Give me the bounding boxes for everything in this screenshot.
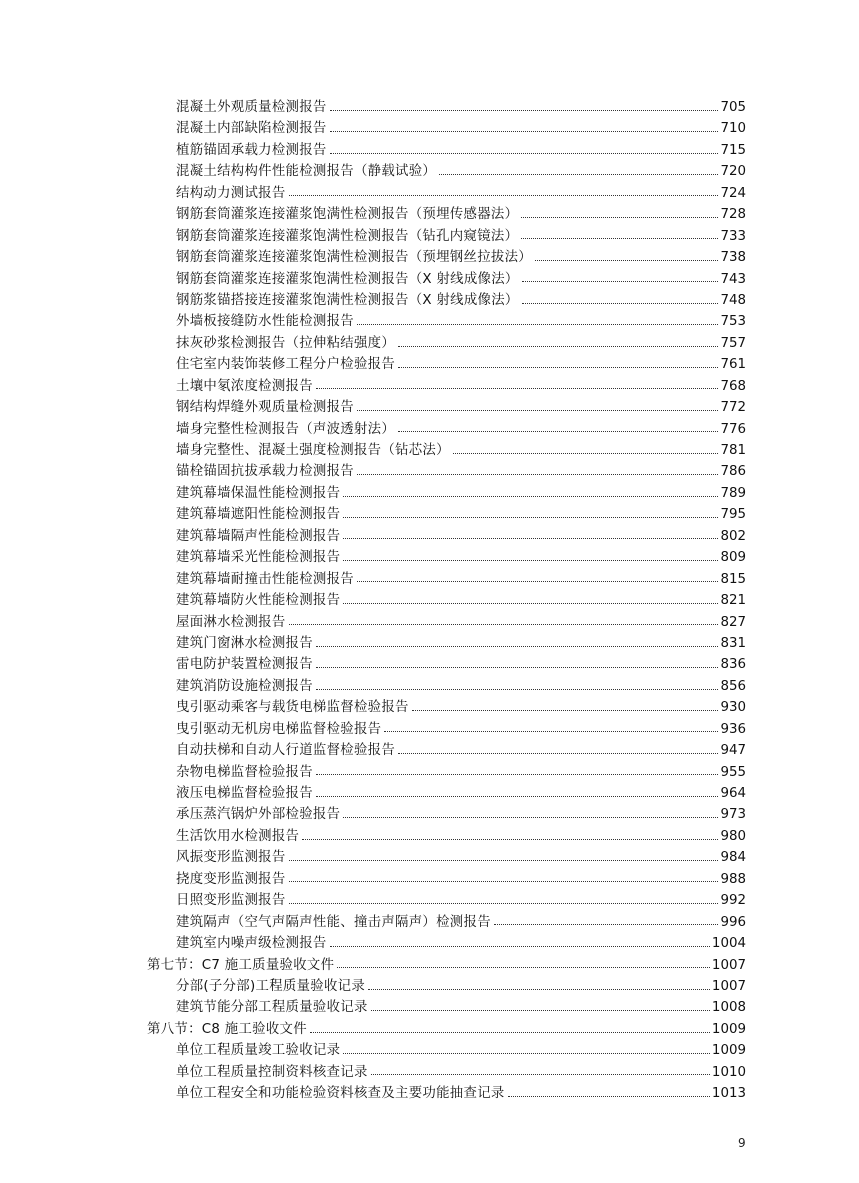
toc-entry-title: 分部(子分部)工程质量验收记录 bbox=[176, 978, 366, 994]
dot-leader bbox=[343, 495, 718, 497]
toc-entry-title: 混凝土内部缺陷检测报告 bbox=[176, 121, 327, 137]
toc-entry[interactable] bbox=[0, 547, 859, 568]
toc-entry-title: 自动扶梯和自动人行道监督检验报告 bbox=[176, 743, 396, 759]
toc-entry[interactable] bbox=[0, 719, 859, 740]
toc-entry[interactable] bbox=[0, 890, 859, 911]
toc-entry-title: 建筑幕墙隔声性能检测报告 bbox=[176, 528, 341, 544]
toc-entry-page: 988 bbox=[720, 871, 746, 887]
toc-entry[interactable] bbox=[0, 504, 859, 525]
toc-entry-page: 821 bbox=[720, 593, 746, 609]
dot-leader bbox=[316, 387, 719, 389]
dot-leader bbox=[316, 795, 719, 797]
toc-entry-title: 单位工程安全和功能检验资料核查及主要功能抽查记录 bbox=[176, 1086, 505, 1102]
toc-entry-title: 建筑消防设施检测报告 bbox=[176, 678, 313, 694]
dot-leader bbox=[371, 1073, 710, 1075]
dot-leader bbox=[521, 237, 718, 239]
dot-leader bbox=[522, 302, 719, 304]
toc-entry[interactable] bbox=[0, 1083, 859, 1104]
toc-entry[interactable] bbox=[0, 783, 859, 804]
toc-entry-page: 753 bbox=[720, 314, 746, 330]
dot-leader bbox=[398, 752, 718, 754]
dot-leader bbox=[343, 516, 718, 518]
dot-leader bbox=[398, 366, 718, 368]
toc-entry-title: 建筑隔声（空气声隔声性能、撞击声隔声）检测报告 bbox=[176, 914, 491, 930]
toc-entry-title: 钢筋套筒灌浆连接灌浆饱满性检测报告（X 射线成像法） bbox=[176, 271, 519, 287]
toc-entry-page: 761 bbox=[720, 357, 746, 373]
toc-entry-page: 781 bbox=[720, 443, 746, 458]
dot-leader bbox=[330, 945, 710, 947]
dot-leader bbox=[289, 623, 719, 625]
toc-entry-page: 936 bbox=[720, 721, 746, 737]
toc-entry-title: 日照变形监测报告 bbox=[176, 893, 286, 909]
dot-leader bbox=[398, 345, 718, 347]
toc-entry[interactable] bbox=[0, 161, 859, 182]
toc-entry-page: 1009 bbox=[711, 1043, 746, 1059]
dot-leader bbox=[289, 880, 719, 882]
toc-entry[interactable] bbox=[0, 419, 859, 440]
toc-entry-title: 钢筋浆锚搭接连接灌浆饱满性检测报告（X 射线成像法） bbox=[176, 292, 519, 308]
toc-entry[interactable] bbox=[0, 869, 859, 890]
table-of-contents bbox=[0, 97, 859, 1105]
toc-entry[interactable] bbox=[0, 376, 859, 397]
dot-leader bbox=[337, 966, 710, 968]
toc-entry[interactable] bbox=[0, 311, 859, 332]
toc-entry-title: 雷电防护装置检测报告 bbox=[176, 657, 313, 673]
toc-entry[interactable] bbox=[0, 762, 859, 783]
toc-entry[interactable] bbox=[0, 354, 859, 375]
toc-entry-page: 1007 bbox=[711, 957, 746, 973]
dot-leader bbox=[330, 152, 719, 154]
toc-entry-page: 1007 bbox=[711, 978, 746, 994]
toc-entry[interactable] bbox=[0, 933, 859, 954]
toc-entry-title: 风振变形监测报告 bbox=[176, 850, 286, 866]
toc-entry[interactable] bbox=[0, 290, 859, 311]
toc-entry[interactable] bbox=[0, 976, 859, 997]
toc-entry[interactable] bbox=[0, 118, 859, 139]
toc-entry[interactable] bbox=[0, 526, 859, 547]
toc-entry-title: 外墙板接缝防水性能检测报告 bbox=[176, 314, 354, 330]
dot-leader bbox=[343, 816, 718, 818]
toc-entry-title: 住宅室内装饰装修工程分户检验报告 bbox=[176, 357, 396, 373]
toc-entry-title: 墙身完整性检测报告（声波透射法） bbox=[176, 421, 396, 437]
toc-entry-title: 建筑幕墙采光性能检测报告 bbox=[176, 550, 341, 566]
toc-entry-page: 768 bbox=[720, 378, 746, 394]
toc-entry-title: 结构动力测试报告 bbox=[176, 185, 286, 201]
toc-entry-title: 混凝土外观质量检测报告 bbox=[176, 100, 327, 115]
toc-entry-title: 植筋锚固承载力检测报告 bbox=[176, 142, 327, 158]
dot-leader bbox=[521, 216, 718, 218]
toc-entry-page: 724 bbox=[720, 185, 746, 201]
toc-entry-page: 1013 bbox=[711, 1086, 746, 1102]
dot-leader bbox=[535, 259, 718, 261]
toc-entry[interactable] bbox=[0, 97, 859, 118]
toc-entry-page: 757 bbox=[720, 335, 746, 351]
toc-entry-page: 738 bbox=[720, 250, 746, 266]
toc-entry[interactable] bbox=[0, 226, 859, 247]
toc-entry-page: 831 bbox=[720, 635, 746, 651]
toc-entry-page: 996 bbox=[720, 914, 746, 930]
toc-entry-title: 屋面淋水检测报告 bbox=[176, 614, 286, 630]
toc-entry-title: 混凝土结构构件性能检测报告（静载试验） bbox=[176, 164, 437, 180]
dot-leader bbox=[289, 859, 719, 861]
toc-entry-page: 705 bbox=[720, 100, 746, 115]
toc-entry[interactable] bbox=[0, 269, 859, 290]
toc-entry[interactable] bbox=[0, 847, 859, 868]
dot-leader bbox=[316, 773, 719, 775]
toc-entry[interactable] bbox=[0, 483, 859, 504]
toc-entry-page: 984 bbox=[720, 850, 746, 866]
toc-entry[interactable] bbox=[0, 397, 859, 418]
toc-entry-page: 856 bbox=[720, 678, 746, 694]
dot-leader bbox=[453, 452, 719, 454]
toc-entry[interactable] bbox=[0, 697, 859, 718]
toc-entry-page: 728 bbox=[720, 207, 746, 223]
dot-leader bbox=[316, 645, 719, 647]
toc-entry[interactable] bbox=[0, 440, 859, 461]
toc-entry-page: 815 bbox=[720, 571, 746, 587]
toc-entry[interactable] bbox=[0, 804, 859, 825]
toc-entry-page: 789 bbox=[720, 485, 746, 501]
toc-entry[interactable] bbox=[0, 333, 859, 354]
toc-entry-title: 承压蒸汽锅炉外部检验报告 bbox=[176, 807, 341, 823]
toc-entry-title: 生活饮用水检测报告 bbox=[176, 828, 300, 844]
toc-entry[interactable] bbox=[0, 997, 859, 1018]
toc-entry[interactable] bbox=[0, 140, 859, 161]
toc-entry-page: 955 bbox=[720, 764, 746, 780]
dot-leader bbox=[289, 194, 719, 196]
toc-entry-page: 947 bbox=[720, 743, 746, 759]
dot-leader bbox=[398, 430, 718, 432]
toc-entry-title: 第七节：C7 施工质量验收文件 bbox=[147, 957, 335, 973]
toc-entry-title: 建筑幕墙保温性能检测报告 bbox=[176, 485, 341, 501]
toc-entry[interactable] bbox=[0, 612, 859, 633]
toc-entry[interactable] bbox=[0, 1062, 859, 1083]
toc-entry-page: 836 bbox=[720, 657, 746, 673]
toc-entry[interactable] bbox=[0, 633, 859, 654]
dot-leader bbox=[357, 473, 718, 475]
toc-entry-title: 建筑幕墙耐撞击性能检测报告 bbox=[176, 571, 354, 587]
dot-leader bbox=[330, 109, 719, 111]
toc-entry-title: 曳引驱动乘客与载货电梯监督检验报告 bbox=[176, 700, 409, 716]
dot-leader bbox=[316, 688, 719, 690]
toc-entry-page: 1004 bbox=[711, 936, 746, 952]
toc-entry-page: 827 bbox=[720, 614, 746, 630]
dot-leader bbox=[522, 280, 719, 282]
toc-entry-title: 挠度变形监测报告 bbox=[176, 871, 286, 887]
dot-leader bbox=[357, 580, 718, 582]
dot-leader bbox=[508, 1095, 710, 1097]
toc-entry-title: 钢筋套筒灌浆连接灌浆饱满性检测报告（钻孔内窥镜法） bbox=[176, 228, 519, 244]
toc-entry-title: 建筑节能分部工程质量验收记录 bbox=[176, 1000, 368, 1016]
toc-entry-page: 802 bbox=[720, 528, 746, 544]
toc-entry-page: 1009 bbox=[711, 1021, 746, 1037]
page-number: 9 bbox=[738, 1136, 746, 1150]
dot-leader bbox=[439, 173, 718, 175]
toc-entry-page: 930 bbox=[720, 700, 746, 716]
dot-leader bbox=[343, 559, 718, 561]
dot-leader bbox=[368, 988, 710, 990]
toc-entry-page: 776 bbox=[720, 421, 746, 437]
toc-section-heading[interactable] bbox=[0, 955, 859, 976]
dot-leader bbox=[494, 923, 719, 925]
dot-leader bbox=[343, 1052, 710, 1054]
toc-entry[interactable] bbox=[0, 912, 859, 933]
dot-leader bbox=[343, 602, 718, 604]
toc-entry[interactable] bbox=[0, 590, 859, 611]
toc-entry-title: 单位工程质量控制资料核查记录 bbox=[176, 1064, 368, 1080]
toc-entry[interactable] bbox=[0, 569, 859, 590]
toc-entry-title: 锚栓锚固抗拔承载力检测报告 bbox=[176, 464, 354, 480]
toc-entry-title: 钢结构焊缝外观质量检测报告 bbox=[176, 400, 354, 416]
dot-leader bbox=[289, 902, 719, 904]
dot-leader bbox=[316, 666, 719, 668]
toc-entry-title: 建筑幕墙遮阳性能检测报告 bbox=[176, 507, 341, 523]
toc-entry-page: 980 bbox=[720, 828, 746, 844]
toc-entry-page: 992 bbox=[720, 893, 746, 909]
toc-entry[interactable] bbox=[0, 1040, 859, 1061]
toc-section-heading[interactable] bbox=[0, 1019, 859, 1040]
toc-entry-page: 809 bbox=[720, 550, 746, 566]
toc-entry-page: 795 bbox=[720, 507, 746, 523]
toc-entry-page: 743 bbox=[720, 271, 746, 287]
dot-leader bbox=[357, 323, 718, 325]
toc-entry[interactable] bbox=[0, 183, 859, 204]
toc-entry-page: 1010 bbox=[711, 1064, 746, 1080]
toc-entry[interactable] bbox=[0, 247, 859, 268]
toc-entry-page: 1008 bbox=[711, 1000, 746, 1016]
toc-entry[interactable] bbox=[0, 461, 859, 482]
dot-leader bbox=[357, 409, 718, 411]
toc-entry-page: 772 bbox=[720, 400, 746, 416]
toc-entry-page: 720 bbox=[720, 164, 746, 180]
toc-entry-title: 液压电梯监督检验报告 bbox=[176, 786, 313, 801]
dot-leader bbox=[343, 537, 718, 539]
dot-leader bbox=[384, 730, 718, 732]
dot-leader bbox=[412, 709, 719, 711]
toc-entry-page: 710 bbox=[720, 121, 746, 137]
toc-entry-title: 墙身完整性、混凝土强度检测报告（钻芯法） bbox=[176, 443, 450, 458]
toc-entry-title: 第八节：C8 施工验收文件 bbox=[147, 1021, 307, 1037]
toc-entry-title: 建筑幕墙防火性能检测报告 bbox=[176, 593, 341, 609]
toc-entry-page: 715 bbox=[720, 142, 746, 158]
toc-entry-title: 钢筋套筒灌浆连接灌浆饱满性检测报告（预埋传感器法） bbox=[176, 207, 519, 223]
toc-entry-title: 建筑室内噪声级检测报告 bbox=[176, 936, 327, 952]
toc-entry-page: 973 bbox=[720, 807, 746, 823]
toc-entry-title: 曳引驱动无机房电梯监督检验报告 bbox=[176, 721, 382, 737]
toc-entry[interactable] bbox=[0, 204, 859, 225]
toc-entry-title: 钢筋套筒灌浆连接灌浆饱满性检测报告（预埋钢丝拉拔法） bbox=[176, 250, 532, 266]
toc-entry-title: 土壤中氡浓度检测报告 bbox=[176, 378, 313, 394]
toc-entry[interactable] bbox=[0, 740, 859, 761]
toc-entry-title: 杂物电梯监督检验报告 bbox=[176, 764, 313, 780]
toc-entry[interactable] bbox=[0, 826, 859, 847]
toc-entry-page: 748 bbox=[720, 292, 746, 308]
dot-leader bbox=[371, 1009, 710, 1011]
dot-leader bbox=[310, 1031, 710, 1033]
toc-entry[interactable] bbox=[0, 654, 859, 675]
toc-entry-page: 733 bbox=[720, 228, 746, 244]
toc-entry-page: 964 bbox=[720, 786, 746, 801]
dot-leader bbox=[302, 838, 718, 840]
toc-entry-title: 建筑门窗淋水检测报告 bbox=[176, 635, 313, 651]
toc-entry-page: 786 bbox=[720, 464, 746, 480]
toc-entry[interactable] bbox=[0, 676, 859, 697]
toc-entry-title: 抹灰砂浆检测报告（拉伸粘结强度） bbox=[176, 335, 396, 351]
toc-entry-title: 单位工程质量竣工验收记录 bbox=[176, 1043, 341, 1059]
dot-leader bbox=[330, 130, 719, 132]
